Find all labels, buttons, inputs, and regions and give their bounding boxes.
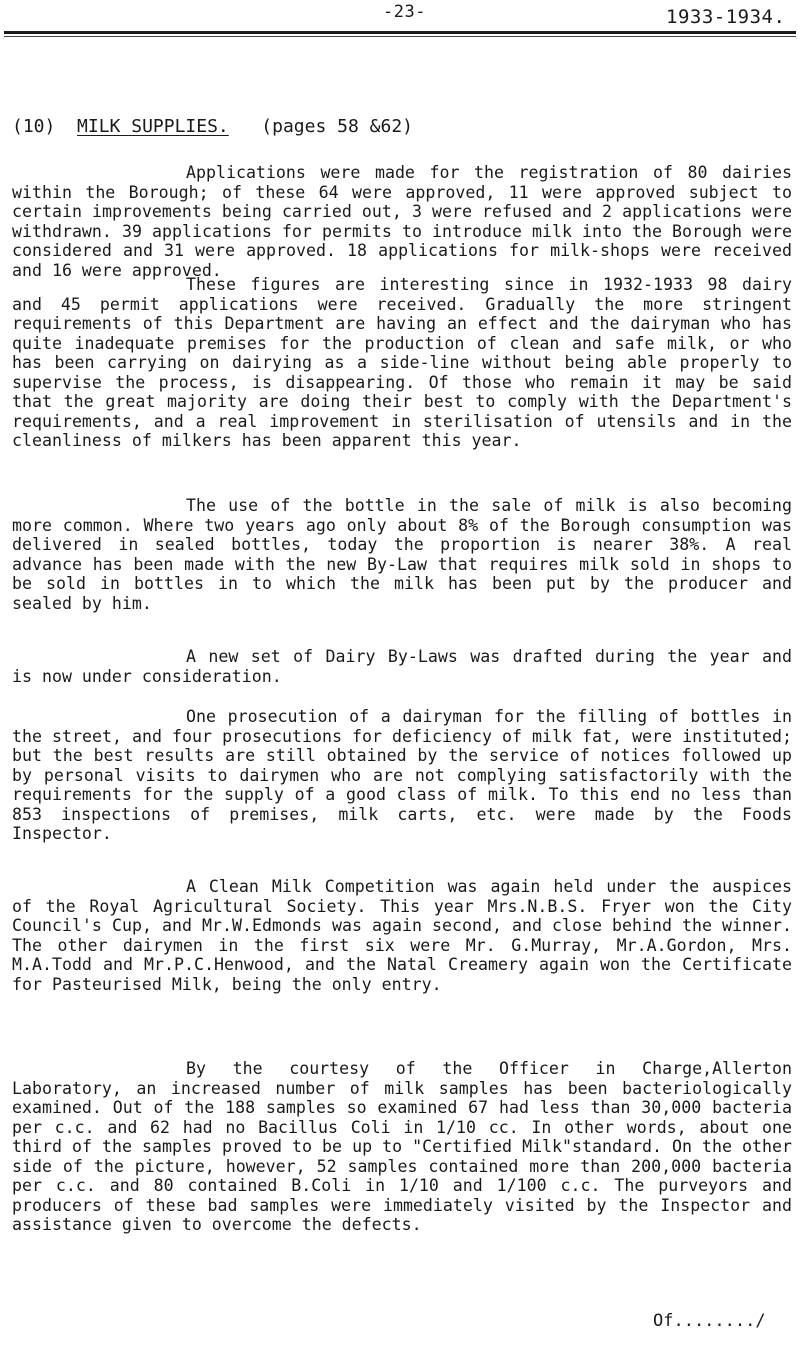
section-page-ref: (pages 58 &62)	[261, 116, 413, 137]
header-rule-thin	[4, 36, 796, 37]
section-title: MILK SUPPLIES.	[77, 116, 229, 137]
paragraph-bottles: The use of the bottle in the sale of milk is also becoming more common. Where two years ago only about 8% of the Borough consumption was delivered in sealed bottles, today the proportion is nearer 38%. A real advance has been made with the new By-Law that requires milk sold in shops to be sold in bottles in to which the milk has been put by the producer and sealed by him.	[12, 496, 792, 613]
paragraph-bacteriology: By the courtesy of the Officer in Charge,Allerton Laboratory, an increased number of milk samples has been bacteriologically examined. Out of the 188 samples so examined 67 had less than 30,000 bacteria per c.c. and 62 had no Bacillus Coli in 1/10 cc. In other words, about one third of the samples proved to be up to "Certified Milk"standard. On the other side of the picture, however, 52 samples contained more than 200,000 bacteria per c.c. and 80 contained B.Coli in 1/10 and 1/100 c.c. The purveyors and producers of these bad samples were immediately visited by the Inspector and assistance given to overcome the defects.	[12, 1059, 792, 1234]
continuation-marker: Of......../	[653, 1311, 766, 1331]
paragraph-competition: A Clean Milk Competition was again held under the auspices of the Royal Agricultural Society. This year Mrs.N.B.S. Fryer won the City Council's Cup, and Mr.W.Edmonds was again second, and close behind the winner. The other dairymen in the first six were Mr. G.Murray, Mr.A.Gordon, Mrs. M.A.Todd and Mr.P.C.Henwood, and the Natal Creamery again won the Certificate for Pasteurised Milk, being the only entry.	[12, 877, 792, 994]
page-number: -23-	[383, 2, 426, 22]
section-number: (10)	[12, 116, 56, 137]
paragraph-bylaws: A new set of Dairy By-Laws was drafted during the year and is now under consideration.	[12, 647, 792, 686]
paragraph-prosecutions: One prosecution of a dairyman for the filling of bottles in the street, and four prosecutions for deficiency of milk fat, were instituted; but the best results are still obtained by the service of notices followed up by personal visits to dairymen who are not complying satisfactorily with the requirements for the supply of a good class of milk. To this end no less than 853 inspections of premises, milk carts, etc. were made by the Foods Inspector.	[12, 707, 792, 843]
header-rule	[4, 31, 796, 34]
paragraph-figures: These figures are interesting since in 1932-1933 98 dairy and 45 permit applications were received. Gradually the more stringent requirements of this Department are having an effect and the dairyman who has quite inadequate premises for the production of clean and safe milk, or who has been carrying on dairying as a side-line without being able properly to supervise the process, is disappearing. Of those who remain it may be said that the great majority are doing their best to comply with the Department's requirements, and a real improvement in sterilisation of utensils and in the cleanliness of milkers has been apparent this year.	[12, 275, 792, 450]
paragraph-registrations: Applications were made for the registration of 80 dairies within the Borough; of these 64 were approved, 11 were approved subject to certain improvements being carried out, 3 were refused and 2 applications were withdrawn. 39 applications for permits to introduce milk into the Borough were considered and 31 were approved. 18 applications for milk-shops were received and 16 were approved.	[12, 163, 792, 280]
year-range: 1933-1934.	[666, 6, 786, 28]
section-heading	[12, 116, 413, 137]
